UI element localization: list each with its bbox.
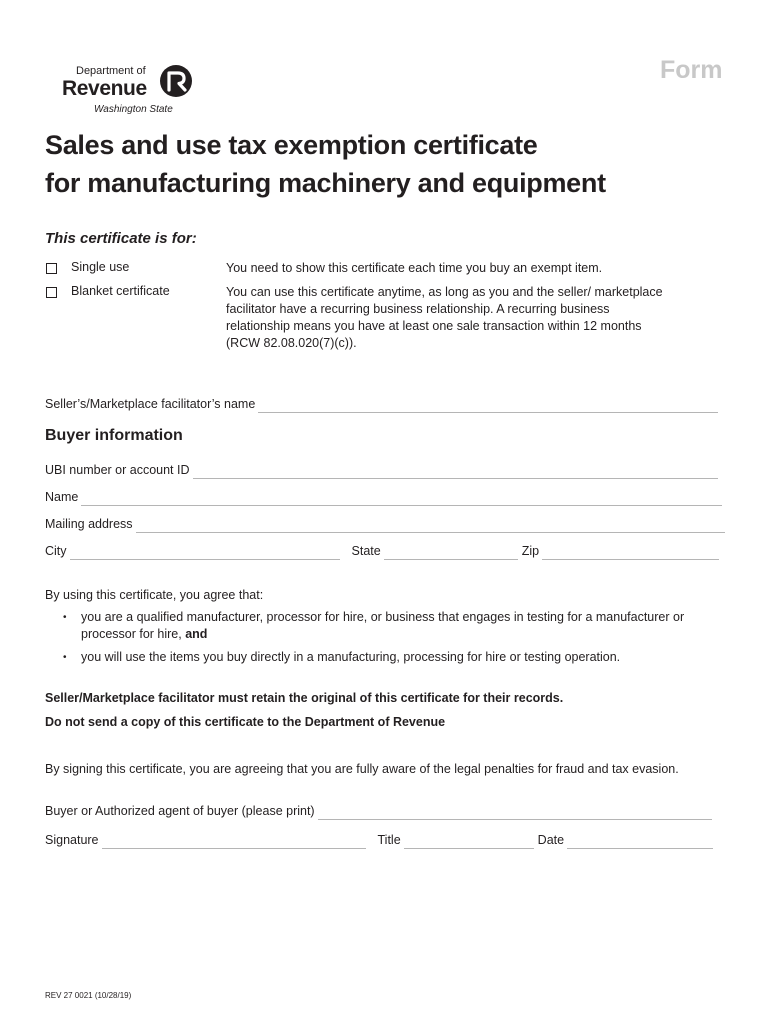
form-label: Form [660,56,723,84]
zip-field[interactable] [542,547,719,560]
buyer-information-heading: Buyer information [45,427,183,444]
agreement-item-1-text: you are a qualified manufacturer, processor for hire, or business that engages in testing for a manufacturer or processor for hire, [81,610,685,641]
name-field[interactable] [81,493,722,506]
title-field[interactable] [404,836,534,849]
signature-field[interactable] [102,836,366,849]
signature-row [45,829,713,847]
single-use-label: Single use [71,260,130,274]
agreement-item [63,649,723,666]
agent-label: Buyer or Authorized agent of buyer (please print) [45,804,315,818]
mailing-address-field[interactable] [136,520,725,533]
seller-name-row [45,393,718,411]
do-not-send-notice: Do not send a copy of this certificate to the Department of Revenue [45,715,446,729]
seller-name-field[interactable] [258,400,718,413]
page-title [45,126,725,202]
single-use-checkbox[interactable] [46,263,57,274]
city-label: City [45,544,67,558]
city-state-zip-row [45,540,719,558]
state-label: State [351,544,381,558]
revenue-r-logo-icon [159,64,193,98]
agreement-intro: By using this certificate, you agree that: [45,588,264,602]
certificate-for-heading: This certificate is for: [45,230,197,247]
mailing-address-label: Mailing address [45,517,133,531]
bullet-icon: • [63,612,67,623]
option-blanket-certificate [45,284,685,354]
department-logo [58,63,203,119]
agreement-item [63,609,723,643]
zip-label: Zip [521,544,540,558]
blanket-certificate-label: Blanket certificate [71,284,170,298]
seller-name-label: Seller’s/Marketplace facilitator’s name [45,397,256,411]
title-line-2: for manufacturing machinery and equipment [45,168,606,198]
date-field[interactable] [567,836,713,849]
logo-name-text: Revenue [62,77,147,100]
agent-field[interactable] [318,807,712,820]
agent-row [45,800,712,818]
signature-label: Signature [45,833,99,847]
title-label: Title [377,833,401,847]
option-single-use [45,260,685,280]
ubi-row [45,459,718,477]
name-label: Name [45,490,79,504]
bullet-icon: • [63,652,67,663]
agreement-item-2-text: you will use the items you buy directly in a manufacturing, processing for hire or testing operation. [81,650,621,664]
city-field[interactable] [70,547,340,560]
state-field[interactable] [384,547,518,560]
title-line-1: Sales and use tax exemption certificate [45,130,538,160]
mailing-address-row [45,513,725,531]
logo-state-text: Washington State [94,104,173,115]
ubi-field[interactable] [193,466,718,479]
ubi-label: UBI number or account ID [45,463,190,477]
name-row [45,486,722,504]
blanket-certificate-description: You can use this certificate anytime, as long as you and the seller/ marketplace facilitator have a recurring business relationship. A recurring business relationship means you have at least one sale transaction within 12 months (RCW 82.08.020(7)(c)). [226,285,663,350]
logo-dept-text: Department of [76,65,146,77]
single-use-description: You need to show this certificate each time you buy an exempt item. [226,261,603,275]
retain-notice: Seller/Marketplace facilitator must retain the original of this certificate for their records. [45,691,564,705]
agreement-item-1-bold: and [185,627,208,641]
blanket-certificate-checkbox[interactable] [46,287,57,298]
agreement-list [63,609,723,672]
signing-statement: By signing this certificate, you are agreeing that you are fully aware of the legal penalties for fraud and tax evasion. [45,762,679,776]
date-label: Date [537,833,565,847]
form-revision-code: REV 27 0021 (10/28/19) [45,991,132,1000]
